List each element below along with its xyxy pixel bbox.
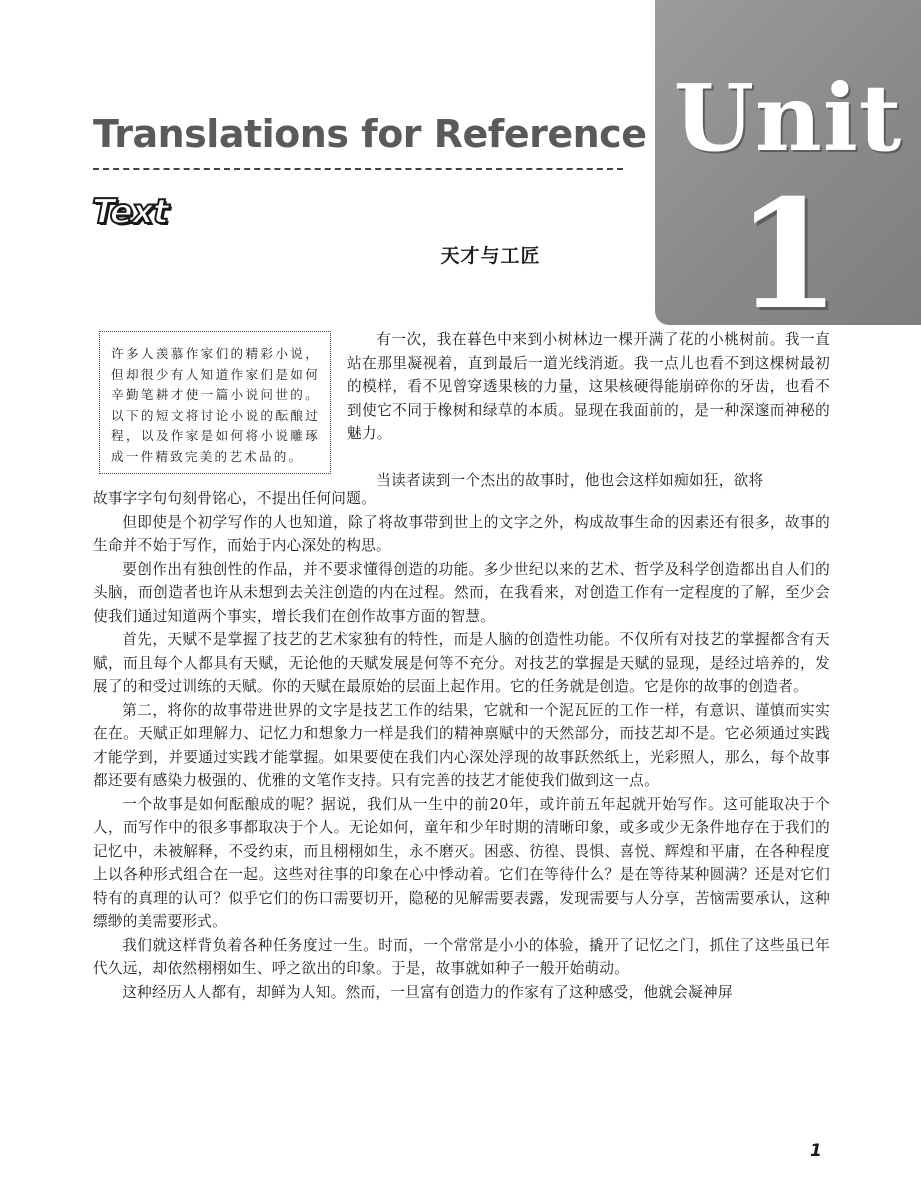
paragraph-1: 有一次，我在暮色中来到小树林边一棵开满了花的小桃树前。我一直站在那里凝视着，直到最后一道光线消逝。我一点儿也看不到这棵树最初的模样，看不见曾穿透果核的力量，这果核硬得能崩碎你的牙齿，也看不到使它不同于橡树和绿草的本质。显现在我面前的，是一种深邃而神秘的魅力。 bbox=[347, 331, 830, 442]
paragraph-2-end: 故事字字句句刻骨铭心，不提出任何问题。 bbox=[93, 490, 376, 507]
section-label: Text bbox=[92, 192, 169, 232]
paragraph-2-start: 当读者读到一个杰出的故事时，他也会这样如痴如狂，欲将 bbox=[376, 472, 764, 489]
paragraph-4: 要创作出有独创性的作品，并不要求懂得创造的功能。多少世纪以来的艺术、哲学及科学创造都出自人们的头脑，而创造者也许从未想到去关注创造的内在过程。然而，在我看来，对创造工作有一定程度的了解，至少会使我们通过知道两个事实，增长我们在创作故事方面的智慧。 bbox=[93, 560, 830, 625]
abstract-text: 许多人羡慕作家们的精彩小说，但却很少有人知道作家们是如何辛勤笔耕才使一篇小说问世的。以下的短文将讨论小说的酝酿过程，以及作家是如何将小说雕琢成一件精致完美的艺术品的。 bbox=[111, 346, 320, 464]
paragraph-8: 我们就这样背负着各种任务度过一生。时而，一个常常是小小的体验，撬开了记忆之门，抓住了这些虽已年代久远，却依然栩栩如生、呼之欲出的印象。于是，故事就如种子一般开始萌动。 bbox=[93, 936, 830, 977]
paragraph-5: 首先，天赋不是掌握了技艺的艺术家独有的特性，而是人脑的创造性功能。不仅所有对技艺的掌握都含有天赋，而且每个人都具有天赋，无论他的天赋发展是何等不充分。对技艺的掌握是天赋的显现，是经过培养的，发展了的和受过训练的天赋。你的天赋在最原始的层面上起作用。它的任务就是创造。它是你的故事的创造者。 bbox=[93, 631, 830, 695]
page-title: Translations for Reference bbox=[93, 112, 647, 156]
unit-number: 1 bbox=[735, 167, 841, 343]
body-text bbox=[93, 487, 830, 1004]
paragraph-9: 这种经历人人都有，却鲜为人知。然而，一旦富有创造力的作家有了这种感受，他就会凝神屏 bbox=[122, 983, 733, 1001]
paragraph-3: 但即使是个初学写作的人也知道，除了将故事带到世上的文字之外，构成故事生命的因素还有很多，故事的生命并不始于写作，而始于内心深处的构思。 bbox=[93, 513, 830, 554]
abstract-box bbox=[99, 331, 331, 474]
title-divider bbox=[93, 168, 623, 170]
page-number: 1 bbox=[810, 1141, 822, 1161]
paragraph-6: 第二，将你的故事带进世界的文字是技艺工作的结果，它就和一个泥瓦匠的工作一样，有意识、谨慎而实实在在。天赋正如理解力、记忆力和想象力一样是我们的精神禀赋中的天然部分，而技艺却不是。它必须通过实践才能学到，并要通过实践才能掌握。如果要使在我们内心深处浮现的故事跃然纸上，光彩照人，那么，每个故事都还要有感染力极强的、优雅的文笔作支持。只有完善的技艺才能使我们做到这一点。 bbox=[93, 701, 830, 789]
unit-tab bbox=[655, 0, 921, 343]
unit-word: Unit bbox=[673, 64, 903, 172]
article-title: 天才与工匠 bbox=[440, 245, 541, 267]
paragraph-7: 一个故事是如何酝酿成的呢？据说，我们从一生中的前20年，或许前五年起就开始写作。这可能取决于个人，而写作中的很多事都取决于个人。无论如何，童年和少年时期的清晰印象，或多或少无条件地存在于我们的记忆中，未被解释，不受约束，而且栩栩如生，永不磨灭。困惑、彷徨、畏惧、喜悦、辉煌和平庸，在各种程度上以各种形式组合在一起。这些对往事的印象在心中悸动着。它们在等待什么？是在等待某种圆满？还是对它们特有的真理的认可？似乎它们的伤口需要切开，隐秘的见解需要表露，发现需要与人分享，苦恼需要承认，这种缥缈的美需要形式。 bbox=[93, 795, 830, 930]
